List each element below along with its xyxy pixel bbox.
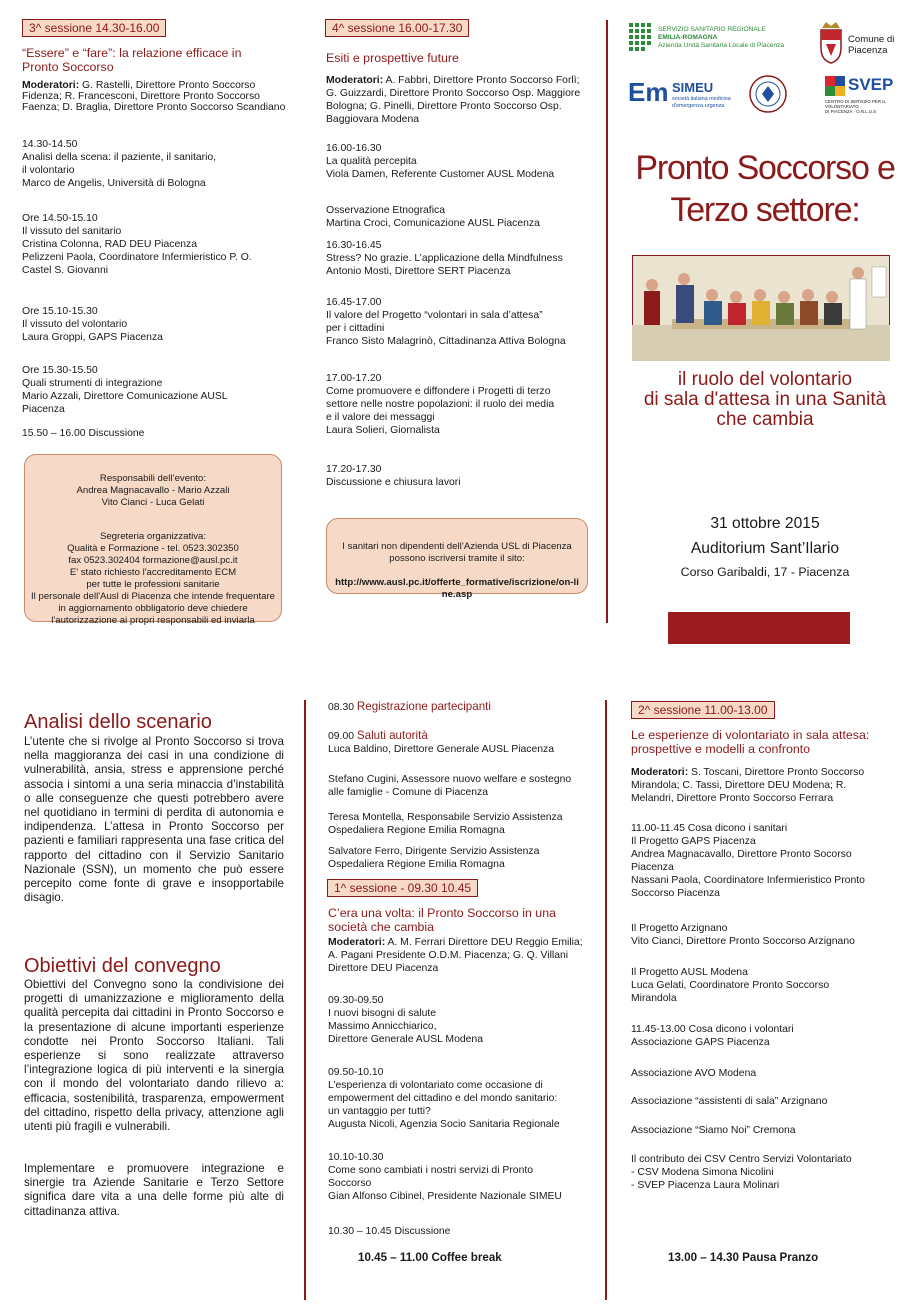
session-3-item-4: Ore 15.30-15.50 Quali strumenti di integrazione Mario Azzali, Direttore Comunicazione AUSL Piacenza [22, 365, 228, 415]
session-1-badge: 1^ sessione - 09.30 10.45 [327, 879, 478, 897]
moderators-text: A. M. Ferrari Direttore DEU Reggio Emilia; A. Pagani Presidente O.D.M. Piacenza; G. Q. Villani Direttore DEU Piacenza [328, 937, 583, 974]
session-3-item-2: Ore 14.50-15.10 Il vissuto del sanitario Cristina Colonna, RAD DEU Piacenza Pelizzeni Paola, Coordinatore Infermieristico P. O. Castel S. Giovanni [22, 213, 252, 276]
secretariat-text: Segreteria organizzativa: Qualità e Formazione - tel. 0523.302350 fax 0523.302404 formazione@ausl.pc.it E' stato richiesto l'accreditamento ECM per tutte le professioni sanitarie Il personale dell'Ausl di Piacenza che intende frequentare in aggiornamento obbligatorio deve chiedere l'autorizzazione ai propri responsabili ed inviarla [31, 531, 275, 626]
lunch-break: 13.00 – 14.30 Pausa Pranzo [668, 1251, 819, 1264]
session-4-moderators [326, 74, 581, 126]
session-2-item-7: Associazione “Siamo Noi” Cremona [631, 1125, 796, 1136]
session-2-moderators [631, 766, 887, 805]
moderators-label: Moderatori: [22, 80, 80, 91]
event-address: Corso Garibaldi, 17 - Piacenza [680, 565, 850, 579]
session-2-item-6: Associazione “assistenti di sala” Arzignano [631, 1096, 828, 1107]
cover-subtitle: il ruolo del volontario di sala d'attesa in una Sanità che cambia [643, 369, 887, 430]
registration-box [326, 518, 588, 600]
session-4-item-3: 16.30-16.45 Stress? No grazie. L’applicazione della Mindfulness Antonio Mosti, Direttore SERT Piacenza [326, 240, 563, 277]
session-1-item-1: 09.30-09.50 I nuovi bisogni di salute Massimo Annicchiarico, Direttore Generale AUSL Modena [328, 995, 483, 1045]
session-1-discussion: 10.30 – 10.45 Discussione [328, 1226, 451, 1237]
coffee-break: 10.45 – 11.00 Coffee break [358, 1251, 502, 1264]
session-3-badge: 3^ sessione 14.30-16.00 [22, 19, 166, 37]
session-2-item-1: 11.00-11.45 Cosa dicono i sanitari Il Progetto GAPS Piacenza Andrea Magnacavallo, Direttore Pronto Socorso Piacenza Nassani Paola, Coordinatore Infermieristico Pronto Soccorso Piacenza [631, 823, 865, 899]
saluti-speaker-4: Salvatore Ferro, Dirigente Servizio Assistenza Ospedaliera Regione Emilia Romagna [328, 846, 540, 870]
registration-label: Registrazione partecipanti [356, 700, 491, 713]
saluti-time: 09.00 [328, 731, 357, 742]
gaps-seal-icon [748, 74, 788, 114]
svep-cross-icon [825, 76, 845, 96]
moderators-label: Moderatori: [326, 75, 384, 86]
ssr-grid-icon [628, 22, 654, 52]
session-3-item-1: 14.30-14.50 Analisi della scena: il paziente, il sanitario, il volontario Marco de Angelis, Università di Bologna [22, 139, 217, 189]
session-2-title: Le esperienze di volontariato in sala attesa: prospettive e modelli a confronto [631, 728, 870, 756]
session-1-item-2: 09.50-10.10 L’esperienza di volontariato come occasione di empowerment del cittadino e del mondo sanitario: un vantaggio per tutti? Augusta Nicoli, Agenzia Socio Sanitaria Regionale [328, 1067, 560, 1130]
session-4-item-4: 16.45-17.00 Il valore del Progetto “volontari in sala d’attesa” per i cittadini Franco Sisto Malagrinò, Cittadinanza Attiva Bologna [326, 297, 566, 347]
simeu-mark-icon: Em [628, 77, 669, 107]
registration-link[interactable]: http://www.ausl.pc.it/offerte_formative/iscrizione/on-line.asp [335, 577, 579, 600]
ssr-line-2: EMILIA-ROMAGNA [658, 34, 718, 41]
analisi-text: L’utente che si rivolge al Pronto Soccorso si trova nella maggioranza dei casi in una condizione di vulnerabilità, ansia, stress e apprensione perché associa i sintomi a una seria minaccia d’instabilità o alle conseguenze che questi potrebbero avere nel quotidiano in termini di perdita di autonomia e indipendenza. L’attesa in Pronto Soccorso per pazienti e familiari rappresenta una fase critica del rapporto del cittadino con il Servizio Sanitario Nazionale (SSN), un momento che può essere percepito come fonte di grave e insopportabile disagio. [24, 735, 284, 905]
session-1-title: C’era una volta: il Pronto Soccorso in una società che cambia [328, 906, 556, 934]
session-3-title: “Essere” e “fare”: la relazione efficace in Pronto Soccorso [22, 46, 242, 74]
moderators-text: G. Rastelli, Direttore Pronto Soccorso Fidenza; R. Francesconi, Direttore Pronto Soccorso Faenza; D. Braglia, Direttore Pronto Soccorso Scandiano [22, 80, 286, 113]
session-1-item-3: 10.10-10.30 Come sono cambiati i nostri servizi di Pronto Soccorso Gian Alfonso Cibinel, Presidente Nazionale SIMEU [328, 1152, 562, 1202]
ssr-logo-text [658, 26, 784, 50]
session-3-moderators [22, 80, 292, 113]
session-3-item-3: Ore 15.10-15.30 Il vissuto del volontario Laura Groppi, GAPS Piacenza [22, 306, 163, 343]
session-4-title: Esiti e prospettive future [326, 51, 459, 65]
session-2-item-5: Associazione AVO Modena [631, 1068, 757, 1079]
simeu-subtext: società italiana medicina d'emergenza-urgenza [672, 96, 731, 109]
obiettivi-text: Obiettivi del Convegno sono la condivisione dei progetti di umanizzazione e miglioramento della qualità percepita dai cittadini in Pronto Soccorso e la presentazione di alcune importanti esperienze condotte nei Pronto Soccorso Italiani. Tali esperienze si sono realizzate attraverso l’integrazione logica di più interventi e la sinergia con il mondo del volontariato dando rilievo a: efficacia, sostenibilità, trasparenza, empowerment del cittadino, rispetto della privacy, attenzione agli utenti più fragili e vulnerabili. [24, 978, 284, 1134]
session-4-item-5: 17.00-17.20 Come promuovere e diffondere i Progetti di terzo settore nelle nostre popolazioni: il ruolo dei media e il valore dei messaggi Laura Solieri, Giornalista [326, 373, 555, 436]
svep-logo [825, 74, 905, 114]
session-3-discussion: 15.50 – 16.00 Discussione [22, 428, 145, 439]
ssr-logo [628, 22, 803, 56]
event-date: 31 ottobre 2015 [710, 515, 820, 532]
comune-logo [818, 20, 898, 70]
moderators-text: S. Toscani, Direttore Pronto Soccorso Mirandola; C. Tassi, Direttore DEU Modena; R. Melandri, Direttore Pronto Soccorso Ferrara [631, 767, 865, 804]
moderators-label: Moderatori: [631, 767, 689, 778]
session-1-moderators [328, 936, 588, 975]
coat-of-arms-icon [818, 20, 844, 64]
session-4-item-1: 16.00-16.30 La qualità percepita Viola Damen, Referente Customer AUSL Modena [326, 143, 555, 180]
moderators-text: A. Fabbri, Direttore Pronto Soccorso Forlì; G. Guizzardi, Direttore Pronto Soccorso Osp. Maggiore Bologna; G. Pinelli, Direttore Pronto Soccorso Osp. Baggiovara Modena [326, 75, 581, 125]
simeu-name: SIMEU [672, 80, 714, 95]
bottom-divider-right [605, 700, 607, 1300]
organizers-text: Responsabili dell’evento: Andrea Magnacavallo - Mario Azzali Vito Cianci - Luca Gelati [76, 473, 230, 508]
moderators-label: Moderatori: [328, 937, 386, 948]
analisi-heading: Analisi dello scenario [24, 711, 212, 733]
saluti-row [328, 729, 598, 743]
session-2-item-2: Il Progetto Arzignano Vito Cianci, Direttore Pronto Soccorso Arzignano [631, 923, 855, 947]
registration-row [328, 700, 598, 714]
saluti-label: Saluti autorità [356, 729, 428, 742]
ssr-line-1: SERVIZIO SANITARIO REGIONALE [658, 26, 766, 33]
saluti-speaker-1: Luca Baldino, Direttore Generale AUSL Piacenza [328, 744, 555, 755]
session-2-item-4: 11.45-13.00 Cosa dicono i volontari Associazione GAPS Piacenza [631, 1024, 794, 1048]
session-4-item-2: Osservazione Etnografica Martina Croci, Comunicazione AUSL Piacenza [326, 205, 540, 229]
ssr-line-3: Azienda Unità Sanitaria Locale di Piacenza [658, 42, 785, 49]
saluti-speaker-3: Teresa Montella, Responsabile Servizio Assistenza Ospedaliera Regione Emilia Romagna [328, 812, 563, 836]
session-2-item-3: Il Progetto AUSL Modena Luca Gelati, Coordinatore Pronto Soccorso Mirandola [631, 967, 830, 1004]
cover-divider [606, 20, 608, 623]
obiettivi-heading: Obiettivi del convegno [24, 955, 221, 977]
session-4-badge: 4^ sessione 16.00-17.30 [325, 19, 469, 37]
cover-red-bar [668, 612, 850, 644]
svep-subtext: CENTRO DI SERVIZIO PER IL VOLONTARIATO DI PIACENZA · O.N.L.U.S [825, 99, 886, 115]
saluti-speaker-2: Stefano Cugini, Assessore nuovo welfare e sostegno alle famiglie - Comune di Piacenza [328, 774, 572, 798]
session-4-item-6: 17.20-17.30 Discussione e chiusura lavori [326, 464, 461, 488]
session-2-item-8: Il contributo dei CSV Centro Servizi Volontariato - CSV Modena Simona Nicolini - SVEP Piacenza Laura Molinari [631, 1154, 852, 1191]
waiting-room-illustration [632, 255, 890, 361]
comune-logo-text: Comune di Piacenza [848, 34, 895, 56]
obiettivi-text-2: Implementare e promuovere integrazione e sinergie tra Aziende Sanitarie e Terzo Settore significa dare vita a una delle forme più alte di cittadinanza attiva. [24, 1162, 284, 1218]
registration-time: 08.30 [328, 702, 357, 713]
registration-text: I sanitari non dipendenti dell’Azienda USL di Piacenza possono iscriversi tramite il sito: [342, 541, 572, 564]
organizers-box [24, 454, 282, 626]
event-venue: Auditorium Sant’Ilario [690, 540, 840, 557]
cover-title: Pronto Soccorso e Terzo settore: [635, 149, 895, 229]
svep-name: SVEP [848, 75, 894, 94]
bottom-divider-left [304, 700, 306, 1300]
session-2-badge: 2^ sessione 11.00-13.00 [631, 701, 775, 719]
simeu-logo [628, 78, 738, 112]
